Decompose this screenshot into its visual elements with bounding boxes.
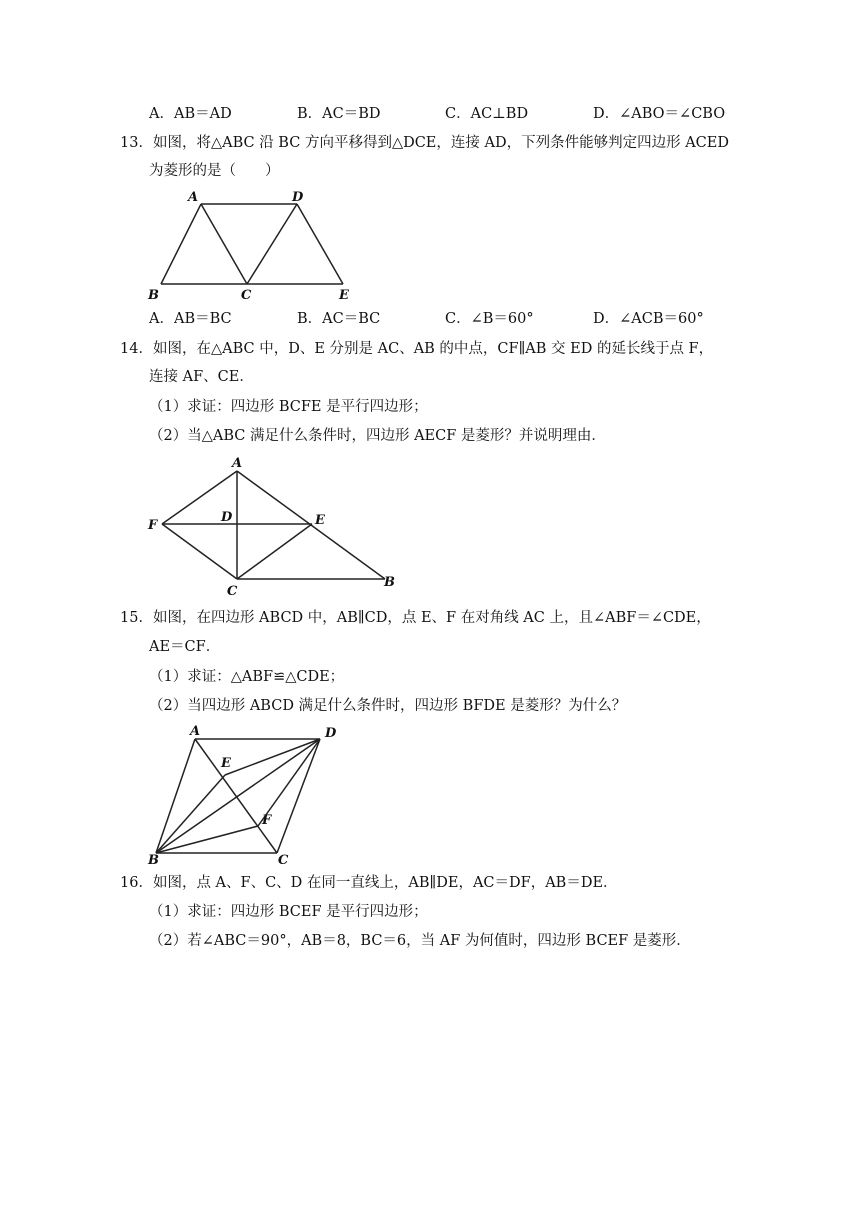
q13-label-d: D	[292, 190, 304, 205]
q14-stem-line1: 14．如图，在△ABC 中，D、E 分别是 AC、AB 的中点，CF∥AB 交 ED 的延长线于点 F，	[120, 341, 714, 357]
q13-option-b: B．AC＝BC	[297, 311, 381, 327]
q13-figure	[140, 188, 370, 306]
q15-label-e: E	[221, 756, 231, 771]
q14-label-f: F	[148, 518, 158, 533]
q15-part2: （2）当四边形 ABCD 满足什么条件时，四边形 BFDE 是菱形？为什么？	[149, 698, 627, 714]
q14-label-a: A	[232, 456, 243, 471]
q13-label-e: E	[339, 288, 349, 303]
q13-option-c: C．∠B＝60°	[445, 311, 534, 327]
q15-part1: （1）求证：△ABF≌△CDE；	[149, 669, 345, 685]
q16-part2: （2）若∠ABC＝90°，AB＝8，BC＝6，当 AF 为何值时，四边形 BCEF 是菱形．	[149, 933, 691, 949]
q13-label-b: B	[148, 288, 159, 303]
q12-option-a: A．AB＝AD	[149, 106, 232, 122]
q14-stem-line2: 连接 AF、CE．	[149, 369, 254, 385]
q14-label-e: E	[315, 513, 325, 528]
q15-label-c: C	[278, 853, 289, 868]
q14-label-c: C	[227, 584, 238, 599]
q13-option-d: D．∠ACB＝60°	[593, 311, 704, 327]
q15-figure	[140, 720, 350, 868]
q13-label-a: A	[188, 190, 199, 205]
q13-label-c: C	[241, 288, 252, 303]
q15-stem-line1: 15．如图，在四边形 ABCD 中，AB∥CD，点 E、F 在对角线 AC 上，且∠ABF＝∠CDE，	[120, 610, 711, 626]
q16-part1: （1）求证：四边形 BCEF 是平行四边形；	[149, 904, 428, 920]
q16-stem-line1: 16．如图，点 A、F、C、D 在同一直线上，AB∥DE，AC＝DF，AB＝DE．	[120, 875, 618, 891]
q14-figure	[140, 452, 400, 602]
q15-stem-line2: AE＝CF．	[149, 639, 221, 655]
q13-stem-line1: 13．如图，将△ABC 沿 BC 方向平移得到△DCE，连接 AD，下列条件能够判定四边形 ACED	[120, 135, 729, 151]
q12-option-b: B．AC＝BD	[297, 106, 381, 122]
q15-label-d: D	[325, 726, 337, 741]
q15-label-f: F	[262, 813, 272, 828]
q14-label-d: D	[221, 510, 233, 525]
q12-option-d: D．∠ABO＝∠CBO	[593, 106, 726, 122]
q15-label-b: B	[148, 853, 159, 868]
q13-stem-line2: 为菱形的是（ ）	[149, 163, 280, 179]
q13-option-a: A．AB＝BC	[149, 311, 232, 327]
q12-option-c: C．AC⊥BD	[445, 106, 529, 122]
q14-label-b: B	[384, 575, 395, 590]
q14-part2: （2）当△ABC 满足什么条件时，四边形 AECF 是菱形？并说明理由．	[149, 428, 606, 444]
q14-part1: （1）求证：四边形 BCFE 是平行四边形；	[149, 399, 428, 415]
q15-label-a: A	[190, 724, 201, 739]
